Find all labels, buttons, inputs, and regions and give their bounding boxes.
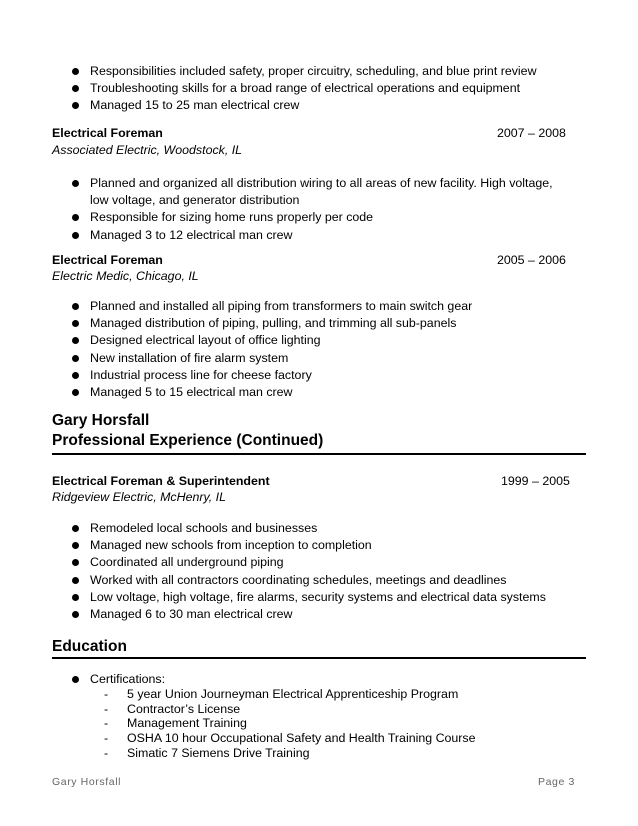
job-company: Associated Electric, Woodstock, IL — [52, 143, 243, 157]
list-item-certifications: Certifications: — [52, 671, 572, 688]
job-bullet-list — [52, 298, 572, 401]
resume-name-heading: Gary Horsfall — [52, 412, 150, 429]
section-divider — [52, 657, 586, 659]
job-company: Ridgeview Electric, McHenry, IL — [52, 490, 226, 504]
footer-name: Gary Horsfall — [52, 776, 122, 788]
list-item: Worked with all contractors coordinating schedules, meetings and deadlines — [52, 572, 572, 589]
list-item: Managed new schools from inception to completion — [52, 537, 572, 554]
job-company: Electric Medic, Chicago, IL — [52, 269, 199, 283]
list-item: Designed electrical layout of office lighting — [52, 332, 572, 349]
certification-item: - Contractor’s License — [104, 702, 476, 717]
list-item: Planned and installed all piping from transformers to main switch gear — [52, 298, 572, 315]
section-divider — [52, 453, 586, 455]
list-item: Responsible for sizing home runs properly per code — [52, 209, 572, 226]
list-item: Managed 15 to 25 man electrical crew — [52, 97, 572, 114]
list-item: Troubleshooting skills for a broad range of electrical operations and equipment — [52, 80, 572, 97]
footer-page-number: Page 3 — [538, 776, 575, 788]
certification-item: - Simatic 7 Siemens Drive Training — [104, 746, 476, 761]
list-item: Managed distribution of piping, pulling, and trimming all sub-panels — [52, 315, 572, 332]
section-heading-education: Education — [52, 638, 127, 655]
certification-list — [104, 687, 476, 761]
job-dates: 2007 – 2008 — [497, 126, 566, 140]
job-title: Electrical Foreman — [52, 253, 163, 267]
list-item: Industrial process line for cheese factory — [52, 367, 572, 384]
certification-item: - 5 year Union Journeyman Electrical Apprenticeship Program — [104, 687, 476, 702]
section-heading-experience: Professional Experience (Continued) — [52, 432, 324, 449]
job-title: Electrical Foreman & Superintendent — [52, 474, 270, 488]
job-bullet-list — [52, 175, 572, 244]
list-item: Responsibilities included safety, proper circuitry, scheduling, and blue print review — [52, 63, 572, 80]
list-item: New installation of fire alarm system — [52, 350, 572, 367]
job-bullet-list — [52, 520, 572, 623]
list-item: Managed 6 to 30 man electrical crew — [52, 606, 572, 623]
intro-bullet-list — [52, 63, 572, 115]
job-dates: 1999 – 2005 — [501, 474, 570, 488]
job-title: Electrical Foreman — [52, 126, 163, 140]
certification-item: - Management Training — [104, 716, 476, 731]
list-item: Planned and organized all distribution wiring to all areas of new facility. High voltage, low voltage, and generator distribution — [52, 175, 572, 209]
job-dates: 2005 – 2006 — [497, 253, 566, 267]
list-item: Managed 5 to 15 electrical man crew — [52, 384, 572, 401]
certification-item: - OSHA 10 hour Occupational Safety and Health Training Course — [104, 731, 476, 746]
list-item: Low voltage, high voltage, fire alarms, security systems and electrical data systems — [52, 589, 572, 606]
list-item: Managed 3 to 12 electrical man crew — [52, 227, 572, 244]
education-list — [52, 671, 572, 688]
list-item: Remodeled local schools and businesses — [52, 520, 572, 537]
list-item: Coordinated all underground piping — [52, 554, 572, 571]
